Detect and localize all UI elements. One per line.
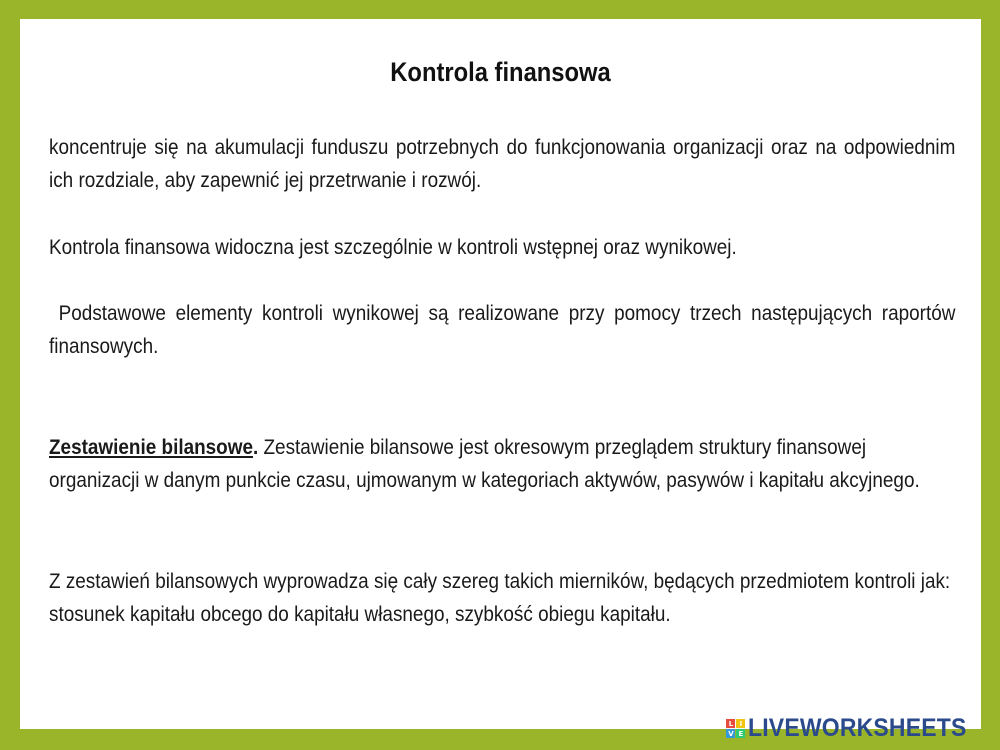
logo-text: LIVEWORKSHEETS bbox=[748, 714, 967, 742]
page-title: Kontrola finansowa bbox=[390, 57, 611, 87]
paragraph-intro-text: koncentruje się na akumulacji funduszu potrzebnych do funkcjonowania organizacji oraz na odpowiednim ich rozdziale, aby zapewnić jej przetrwanie i rozwój. bbox=[49, 135, 956, 192]
logo-mark-cell: I bbox=[736, 719, 745, 728]
paragraph-indicators bbox=[49, 565, 955, 631]
paragraph-visibility bbox=[49, 231, 955, 264]
paragraph-balance-sheet-body bbox=[49, 431, 955, 497]
paragraph-basic-elements bbox=[49, 297, 961, 363]
paragraph-basic-elements-text: Podstawowe elementy kontroli wynikowej są realizowane przy pomocy trzech następujących raportów finansowych. bbox=[49, 301, 961, 358]
liveworksheets-mark-icon bbox=[726, 719, 745, 738]
slide bbox=[20, 19, 981, 729]
paragraph-balance-sheet bbox=[49, 431, 955, 497]
paragraph-visibility-text: Kontrola finansowa widoczna jest szczególnie w kontroli wstępnej oraz wynikowej. bbox=[49, 235, 737, 259]
logo-mark-cell: L bbox=[726, 719, 735, 728]
paragraph-indicators-text: Z zestawień bilansowych wyprowadza się cały szereg takich mierników, będących przedmiotem kontroli jak: stosunek kapitału obcego do kapitału własnego, szybkość obiegu kapitału. bbox=[49, 569, 951, 626]
liveworksheets-logo bbox=[726, 714, 986, 743]
balance-sheet-term-dot: . bbox=[252, 435, 259, 459]
logo-mark-cell: E bbox=[736, 729, 745, 738]
balance-sheet-definition: Zestawienie bilansowe jest okresowym przeglądem struktury finansowej organizacji w danym punkcie czasu, ujmowanym w kategoriach aktywów, pasywów i kapitału akcyjnego. bbox=[49, 435, 920, 492]
logo-mark-cell: V bbox=[728, 729, 734, 738]
balance-sheet-term: Zestawienie bilansowe bbox=[49, 435, 253, 459]
paragraph-intro bbox=[49, 131, 955, 197]
